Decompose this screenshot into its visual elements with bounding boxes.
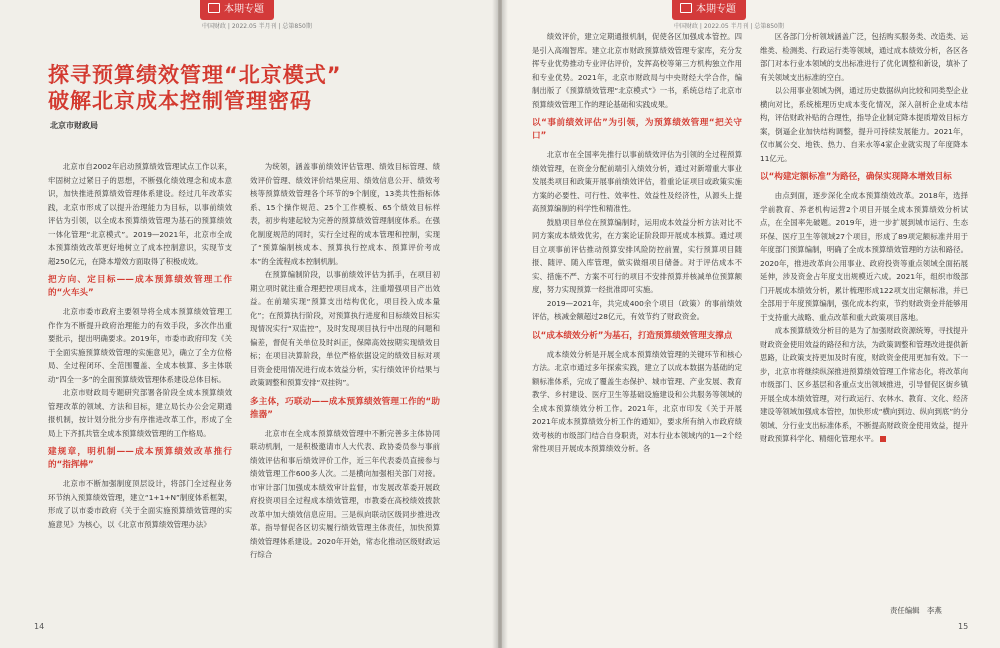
paragraph: 北京市在全成本预算绩效管理中不断完善多主体协同联动机制，一是积极邀请市人大代表、政协委员参与事前绩效评估和事后绩效评价工作，近三年代表委员直接参与绩效管理工作600多人次。二是横向加强相关部门对接。市审计部门加强成本绩效审计监督，市发展改革委开展政府投资项目全过程成本绩效管理，市教委在高校绩效拨款改革中加大绩效信息应用。三是纵向联动区级同步推进改革。指导督促各区切实履行绩效管理主体责任，加快预算绩效管理体系建设。2020年开始，常态化推动区级财政运行综合 xyxy=(250,428,440,559)
page-number-left: 14 xyxy=(34,622,45,631)
editor-credit: 责任编辑 李燕 xyxy=(890,606,942,615)
issue-line: 中国财政 | 2022.05 半月刊 | 总第850期 xyxy=(674,23,784,30)
end-of-article-icon xyxy=(880,436,886,442)
section-heading: 把方向、定目标——成本预算绩效管理工作的“火车头” xyxy=(48,275,232,298)
article-byline: 北京市财政局 xyxy=(50,121,98,130)
article-title-line2: 破解北京成本控制管理密码 xyxy=(48,89,312,113)
article-title-line1: 探寻预算绩效管理“北京模式” xyxy=(48,63,342,87)
paragraph: 区各部门分析领域涵盖广泛，包括购买服务类、改造类、运维类、检测类、行政运行类等领域，通过成本绩效分析，各区各部门对本行业本领域的支出标准进行了优化调整和新设，填补了有关领域支出标准的空白。 xyxy=(760,32,968,82)
magazine-badge-icon xyxy=(680,3,692,13)
paragraph: 北京市在全国率先推行以事前绩效评估为引领的全过程预算绩效管理，在资金分配前端引入绩效分析，通过对新增重大事业发展类项目和政策开展事前绩效评估，着重论证项目或政策实施方案的必要性、可行性、效率性、效益性及经济性，从源头上提高预算编制的科学性和精准性。 xyxy=(532,150,742,213)
section-header-tab xyxy=(672,0,746,20)
paragraph: 鼓励项目单位在预算编制时，运用成本效益分析方法对比不同方案成本绩效优劣，在方案论证阶段即开展成本核算。通过项目立项事前评估推动预算安排风险防控前置，实行预算项目随报、随评、随入库管理，做实做细项目储备。对于评估成本不实、措施不严、方案不可行的项目不安排预算并核减单位预算额度，努力实现预算一经批准即可实施。 xyxy=(532,217,742,294)
magazine-badge-icon xyxy=(208,3,220,13)
paragraph: 成本绩效分析是开展全成本预算绩效管理的关键环节和核心方法。北京市通过多年探索实践，建立了以成本数据为基础的定额标准体系，完成了覆盖生态保护、城市管理、产业发展、教育教学、乡村建设、医疗卫生等基础设施建设和公共服务等领域的全成本预算绩效分析工作。2021年，北京市印发《关于开展2021年成本预算绩效分析工作的通知》，要求所有纳入市政府绩效考核的市级部门结合自身职责，对本行业本领域内的1—2个经常性项目开展成本预算绩效分析。各 xyxy=(532,349,742,453)
left-column-1 xyxy=(48,160,232,531)
section-heading: 以“构建定额标准”为路径，确保实现降本增效目标 xyxy=(760,172,952,182)
right-column-1 xyxy=(532,30,742,456)
page-number-right: 15 xyxy=(958,622,969,631)
section-heading: 建规章，明机制——成本预算绩效改革推行的“指挥棒” xyxy=(48,447,232,470)
paragraph: 在预算编制阶段，以事前绩效评估为抓手，在项目初期立项时就注重合理把控项目成本，注重增强项目产出效益。在前端实现“预算支出结构优化，项目投入成本量化”；在预算执行阶段，对预算执行进度和目标绩效目标实现情况实行“双监控”，及时发现项目执行中出现的问题和偏差，督促有关单位及时纠正，保障高效按期实现绩效目标；在项目决算阶段，单位严格依据设定的绩效目标对项目资金使用情况进行成本效益分析，实行绩效评价结果与政策调整和预算安排“双挂钩”。 xyxy=(250,270,440,387)
right-page xyxy=(502,0,1000,648)
final-paragraph-text: 成本预算绩效分析目的是为了加强财政资源统筹，寻找提升财政资金使用效益的路径和方法，为政策调整和管理改进提供新思路，让政策支持更加及时有度，财政资金使用更加有效。下一步，北京市将继续纵深推进预算绩效管理工作常态化，将改革向市级部门、区乡基层和各重点支出领域推进，引导督促区街乡镇开展全成本绩效管理，对行政运行、农林水、教育、文化、经济建设等领域加强成本管控，加快形成“横向到边、纵向到底”的分领域、分行业支出标准体系，不断提高财政资金使用效益，提升财政预算科学化、精细化管理水平。 xyxy=(760,326,968,443)
paragraph: 北京市自2002年启动预算绩效管理试点工作以来，牢固树立过紧日子的思想，不断强化绩效理念和成本意识，加快推进预算绩效管理体系建设。经过几年改革实践，北京市形成了以提升治理能力为目标，以事前绩效评估为引领，以全成本预算绩效管理为基石的预算绩效一体化管理“北京模式”。2019—2021年，北京市全成本预算绩效改革更好地树立了成本控制意识，实现节支超250亿元，在降本增效方面取得了积极成效。 xyxy=(48,162,232,266)
section-heading: 以“成本绩效分析”为基石，打造预算绩效管理支撑点 xyxy=(532,330,733,341)
section-heading: 以“事前绩效评估”为引领，为预算绩效管理“把关守口” xyxy=(532,118,742,141)
section-label: 本期专题 xyxy=(696,4,736,15)
paragraph: 绩效评价，建立定期通报机制，促使各区加强成本管控。四是引入高端智库。建立北京市财政预算绩效管理专家库，充分发挥专业优势推动专业评估评价，发挥高校等第三方机构独立作用和专业优势。2021年，北京市财政局与中央财经大学合作，编制出版了《预算绩效管理“北京模式”》一书，系统总结了北京市预算绩效管理工作的理论基础和实践成果。 xyxy=(532,32,742,109)
left-page xyxy=(0,0,498,648)
book-gutter xyxy=(492,0,508,648)
paragraph: 以公用事业领域为例，通过历史数据纵向比较和同类型企业横向对比，系统梳理历史成本变化情况，深入剖析企业成本结构，评估财政补贴的合理性，指导企业制定降本提质增效目标方案，倒逼企业加快结构调整，提升可持续发展能力。2021年，仅市属公交、地铁、热力、自来水等4家企业就实现了年度降本11亿元。 xyxy=(760,86,968,163)
right-column-2 xyxy=(760,30,968,446)
paragraph: 北京市委市政府主要领导将全成本预算绩效管理工作作为不断提升政府治理能力的有效手段，多次作出重要批示，提出明确要求。2019年，市委市政府印发《关于全面实施预算绩效管理的实施意见》，确立了全方位格局、全过程闭环、全范围覆盖、全成本核算、多主体联动“四全一多”的全面预算绩效管理体系建设总体目标。 xyxy=(48,307,232,384)
paragraph: 由点到面，逐步深化全成本预算绩效改革。2018年，选择学前教育、养老机构运营2个项目开展全成本预算绩效分析试点，在全国率先破题。2019年，进一步扩展到城市运行、生态环保、医疗卫生等领域27个项目，形成了89项定额标准并用于年度部门预算编制，明确了全成本预算绩效管理的方法和路径。2020年，推进改革向公用事业、政府投资等重点领域全面拓展延伸，涉及资金占年度支出规模近六成。2021年，组织市级部门开展成本绩效分析，累计梳理形成122项支出定额标准，并已全部用于年度预算编制，强化成本约束，节约财政资金并能够用于支持重大战略、重点改革和重大政策项目落地。 xyxy=(760,191,968,322)
paragraph: 北京市财政局专题研究部署各阶段全成本预算绩效管理改革的领域、方法和目标，建立局长办公会定期通报机制，按计划分批分步有序推进改革工作，形成了全局上下齐抓共管全成本预算绩效管理的工作格局。 xyxy=(48,388,232,438)
left-column-2 xyxy=(250,160,440,562)
paragraph: 2019—2021年，共完成400余个项目（政策）的事前绩效评估，核减金额超过28亿元，有效节约了财政资金。 xyxy=(532,298,742,321)
paragraph: 为统领，涵盖事前绩效评估管理、绩效目标管理、绩效评价管理、绩效评价结果应用、绩效信息公开、绩效考核等预算绩效管理各个环节的9个制度，13类共性指标体系、15个操作规范、25个工作模板、65个绩效目标样表，初步构建起较为完善的预算绩效管理制度体系。在强化制度规范的同时，实行全过程的成本管理和控制，实现了“预算编制核成本、预算执行控成本、预算评价考成本”的全流程成本控制机制。 xyxy=(250,162,440,266)
paragraph xyxy=(760,324,968,446)
issue-line: 中国财政 | 2022.05 半月刊 | 总第850期 xyxy=(202,23,312,30)
paragraph: 北京市不断加强制度顶层设计，将部门全过程业务环节纳入预算绩效管理，建立“1+1+N”制度体系框架，形成了以市委市政府《关于全面实施预算绩效管理的实施意见》为核心，以《北京市预算绩效管理办法》 xyxy=(48,479,232,529)
section-heading: 多主体，巧联动——成本预算绩效管理工作的“助推器” xyxy=(250,396,440,420)
section-header-tab xyxy=(200,0,274,20)
section-label: 本期专题 xyxy=(224,4,264,15)
